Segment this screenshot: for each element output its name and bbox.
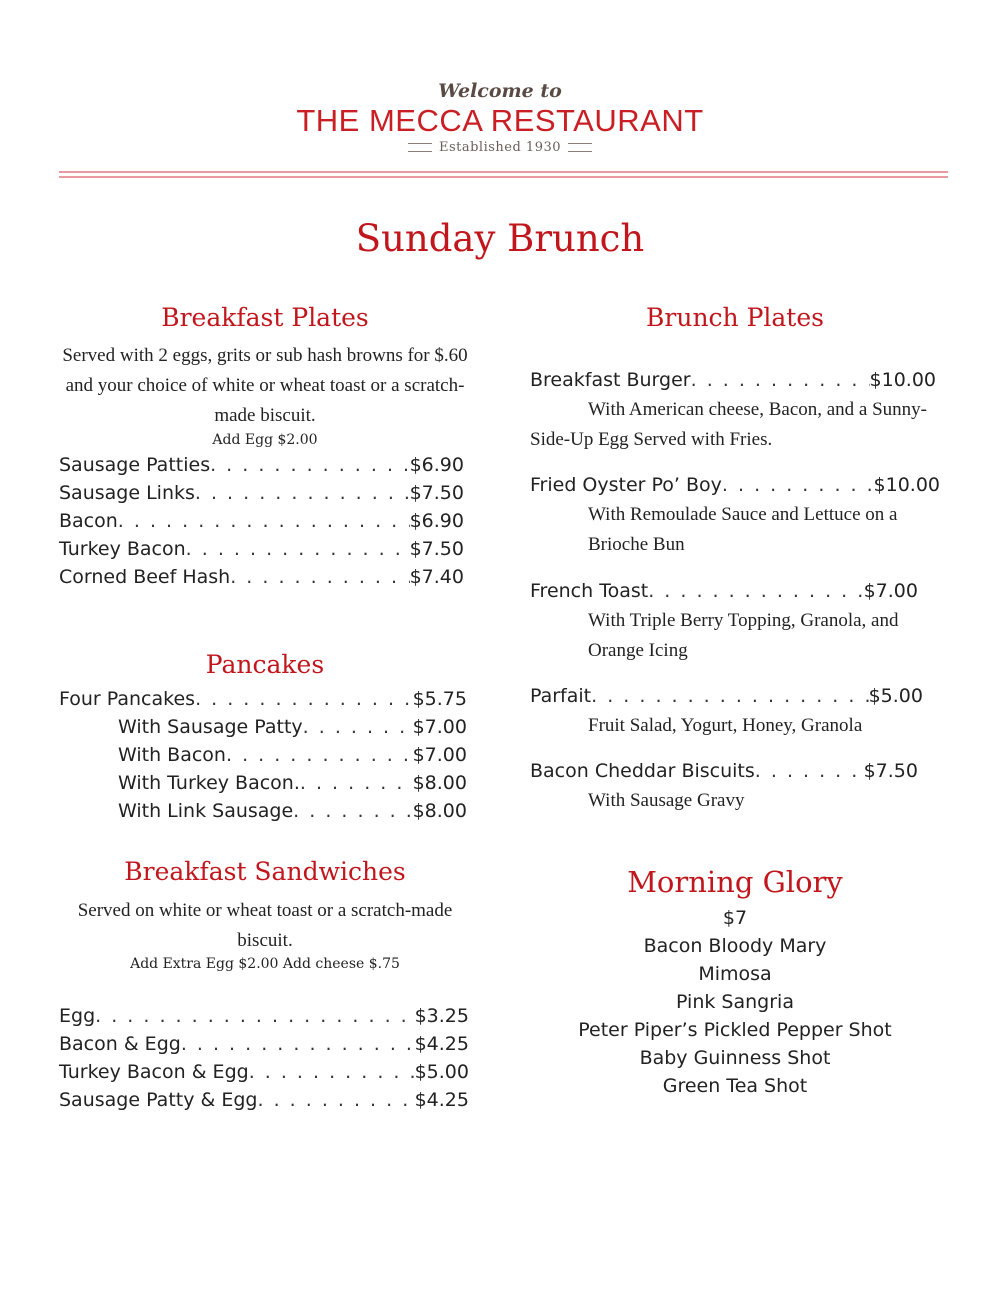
morning-glory-list xyxy=(530,904,940,1100)
menu-item: Sausage Patty & Egg . . . $4.25 xyxy=(59,1086,469,1114)
divider-bottom xyxy=(59,176,948,178)
menu-item: Turkey Bacon & Egg . . . $5.00 xyxy=(59,1058,469,1086)
brunch-item xyxy=(530,577,940,666)
list-item: Mimosa xyxy=(698,963,772,985)
breakfast-sandwiches-list xyxy=(59,1002,469,1114)
brunch-plates-heading: Brunch Plates xyxy=(646,303,824,332)
list-item: Bacon Bloody Mary xyxy=(643,935,827,957)
page-title: Sunday Brunch xyxy=(355,217,645,260)
morning-glory-price: $7 xyxy=(722,907,748,929)
breakfast-plates-description: Served with 2 eggs, grits or sub hash browns for $.60 and your choice of white or wheat toast or a scratch-made biscuit. xyxy=(62,345,468,426)
breakfast-plates-note: Add Egg $2.00 xyxy=(212,432,318,448)
menu-item: Breakfast Burger . . . $10.00 xyxy=(530,366,936,394)
menu-item-description: With American cheese, Bacon, and a Sunny-Side-Up Egg Served with Fries. xyxy=(530,399,928,450)
brunch-item xyxy=(530,471,940,560)
menu-item: Bacon Cheddar Biscuits . . . $7.50 xyxy=(530,757,918,785)
logo-established-row xyxy=(0,139,1000,157)
pancakes-heading: Pancakes xyxy=(205,650,325,679)
menu-item: Four Pancakes . . . $5.75 xyxy=(59,685,467,713)
breakfast-plates-list xyxy=(59,451,464,591)
logo-established: Established 1930 xyxy=(438,140,562,155)
menu-item: Bacon . . . $6.90 xyxy=(59,507,464,535)
list-item: Green Tea Shot xyxy=(662,1075,808,1097)
decorative-lines-icon xyxy=(568,143,592,152)
list-item: Baby Guinness Shot xyxy=(639,1047,831,1069)
menu-item: With Link Sausage . . . $8.00 xyxy=(59,797,467,825)
menu-item-description: With Triple Berry Topping, Granola, and Orange Icing xyxy=(588,610,899,661)
decorative-lines-icon xyxy=(408,143,432,152)
menu-item: With Sausage Patty . . . $7.00 xyxy=(59,713,467,741)
menu-item: Parfait . . . $5.00 xyxy=(530,682,923,710)
menu-item: With Bacon . . . $7.00 xyxy=(59,741,467,769)
breakfast-plates-heading: Breakfast Plates xyxy=(161,303,369,332)
pancakes-list xyxy=(59,685,467,825)
brunch-item xyxy=(530,682,940,741)
menu-item: Sausage Links . . . $7.50 xyxy=(59,479,464,507)
divider-top xyxy=(59,171,948,173)
breakfast-sandwiches-heading: Breakfast Sandwiches xyxy=(124,857,406,886)
menu-item: Bacon & Egg . . . $4.25 xyxy=(59,1030,469,1058)
brunch-item xyxy=(530,366,940,455)
menu-item: Corned Beef Hash . . . $7.40 xyxy=(59,563,464,591)
brunch-item xyxy=(530,757,940,816)
menu-item-description: With Remoulade Sauce and Lettuce on a Brioche Bun xyxy=(588,504,898,555)
menu-item: Turkey Bacon . . . $7.50 xyxy=(59,535,464,563)
menu-item: Fried Oyster Po’ Boy . . . $10.00 xyxy=(530,471,940,499)
menu-item: French Toast . . . $7.00 xyxy=(530,577,918,605)
breakfast-sandwiches-description: Served on white or wheat toast or a scratch-made biscuit. xyxy=(77,900,453,951)
logo-welcome: Welcome to xyxy=(438,80,562,102)
menu-item-description: Fruit Salad, Yogurt, Honey, Granola xyxy=(588,715,863,736)
menu-item: Egg . . . $3.25 xyxy=(59,1002,469,1030)
menu-item-description: With Sausage Gravy xyxy=(588,790,745,811)
logo-restaurant-name: THE MECCA RESTAURANT xyxy=(296,103,704,138)
morning-glory-heading: Morning Glory xyxy=(627,865,843,899)
menu-item: With Turkey Bacon. . . . $8.00 xyxy=(59,769,467,797)
breakfast-sandwiches-note: Add Extra Egg $2.00 Add cheese $.75 xyxy=(130,956,400,972)
list-item: Peter Piper’s Pickled Pepper Shot xyxy=(578,1019,892,1041)
list-item: Pink Sangria xyxy=(676,991,794,1013)
menu-item: Sausage Patties . . . $6.90 xyxy=(59,451,464,479)
